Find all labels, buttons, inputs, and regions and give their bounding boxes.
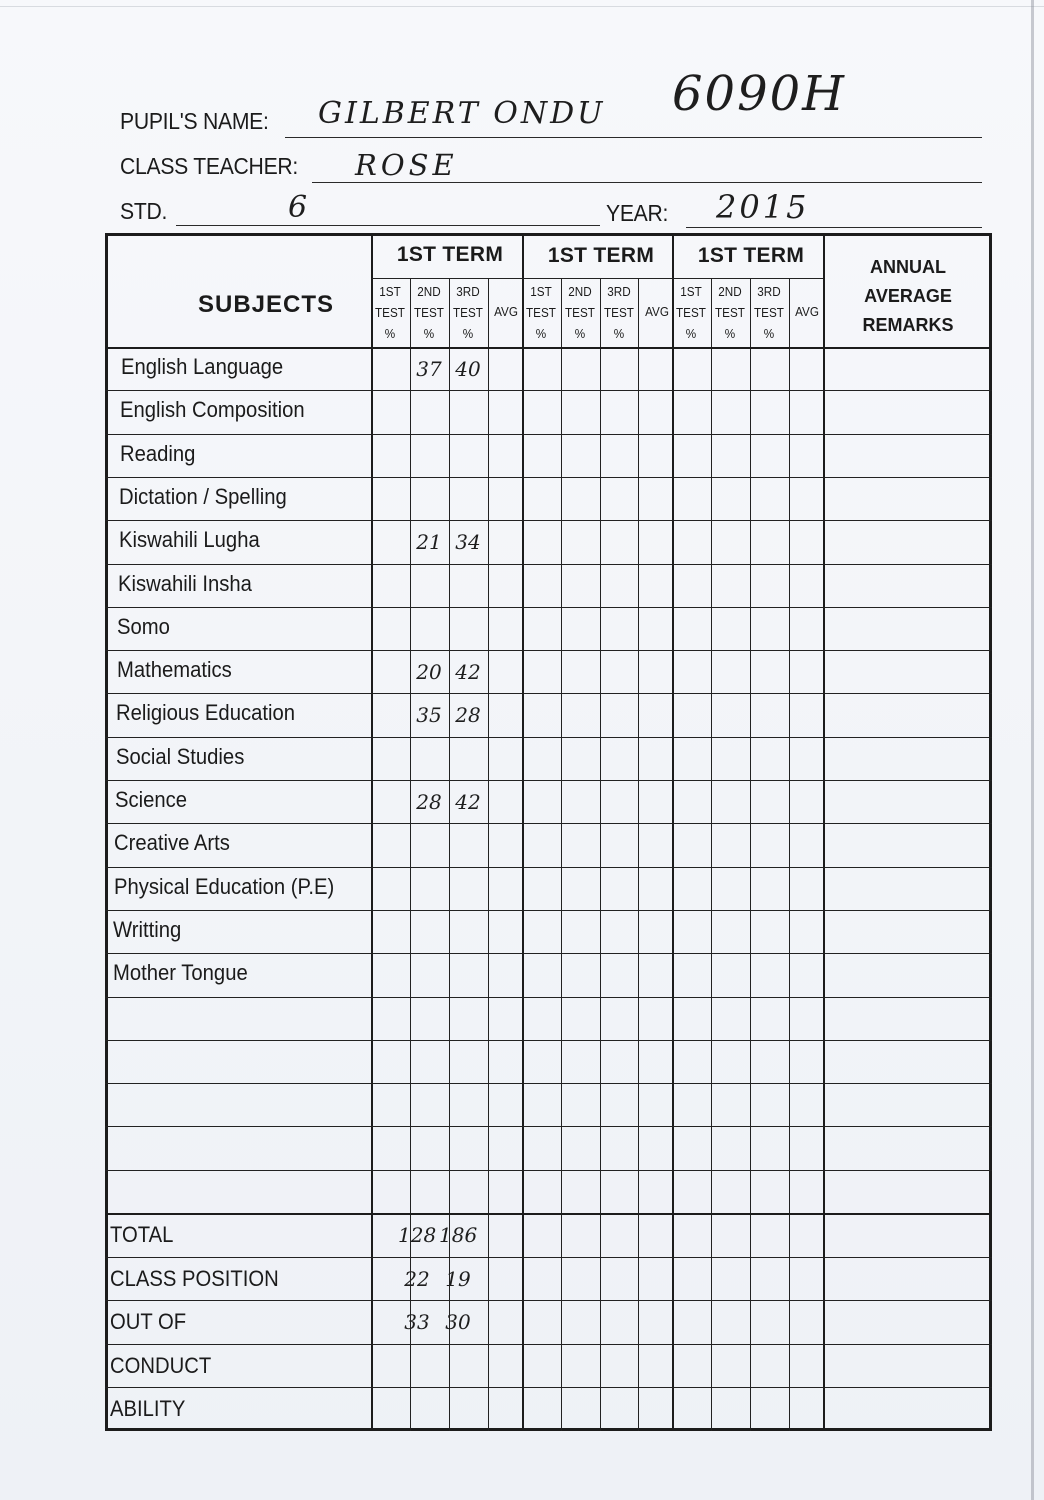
second-test-footer-value: 33 [404,1310,430,1335]
column-divider [750,278,751,1431]
subject-name: Science [115,787,188,812]
second-test-score: 20 [416,660,442,685]
third-test-score: 34 [455,530,481,555]
row-divider [105,823,992,824]
subjects-header: SUBJECTS [198,291,335,318]
page-right-edge [1031,0,1034,1500]
annual-line: ANNUAL [870,257,946,277]
test-header-text: TEST [414,305,444,320]
test-header-text: % [384,326,396,341]
term-1-avg-header: AVG [494,304,518,319]
pupil-name-label: PUPIL'S NAME: [120,108,269,134]
term-1-test-1-header [373,281,407,344]
subject-name: Physical Education (P.E) [113,873,335,899]
pupil-name-value: GILBERT ONDU [318,96,606,131]
term-2-header: 1ST TERM [547,244,655,267]
third-test-footer-value: 19 [445,1266,471,1291]
test-header-text: 1ST [680,284,702,299]
column-divider [638,278,639,1431]
year-label: YEAR: [606,200,669,226]
test-header-text: 3RD [607,284,631,299]
row-divider [105,1170,992,1171]
column-divider [789,278,790,1431]
subject-name: Mathematics [116,657,232,683]
column-divider-major [823,233,825,1431]
term-3-test-3-header [752,281,786,344]
average-line: AVERAGE [864,286,952,306]
term-3-test-1-header [674,281,708,344]
row-divider [105,867,992,868]
footer-row-divider [105,1300,992,1301]
footer-label: TOTAL [110,1222,174,1247]
column-divider-major [522,233,524,1431]
test-header-text: % [685,326,697,341]
class-teacher-label: CLASS TEACHER: [120,153,299,179]
footer-row-divider [105,1257,992,1258]
subject-name: Social Studies [115,743,244,769]
row-divider [105,693,992,694]
test-header-text: 3RD [757,284,781,299]
term-3-avg-header: AVG [795,304,819,319]
test-header-text: 1ST [530,284,552,299]
third-test-score: 42 [455,660,481,685]
test-header-text: TEST [375,305,405,320]
test-header-text: % [423,326,435,341]
subject-name: English Composition [120,397,305,423]
footer-top-divider [105,1213,992,1215]
third-test-score: 40 [455,357,481,381]
term-3-test-2-header [713,281,747,344]
test-header-text: % [613,326,625,341]
pupil-number-value: 6090H [672,66,847,122]
test-header-text: TEST [676,305,706,320]
std-line [176,225,600,226]
footer-label: CLASS POSITION [110,1265,279,1291]
second-test-score: 35 [416,703,442,728]
second-test-score: 21 [416,530,442,555]
row-divider [105,780,992,781]
test-header-text: 2ND [568,284,592,299]
row-divider [105,650,992,651]
term-3-header: 1ST TERM [697,244,805,267]
column-divider [488,278,489,1431]
test-header-text: 2ND [417,284,441,299]
footer-label: CONDUCT [110,1352,212,1378]
subject-name: Writting [113,916,182,942]
column-divider [561,278,562,1431]
test-header-text: 1ST [379,284,401,299]
class-teacher-line [312,182,982,183]
footer-label: ABILITY [110,1396,186,1422]
subject-name: Kiswahili Insha [118,570,252,596]
term-2-test-3-header [602,281,636,344]
column-divider [449,278,450,1431]
term-2-avg-header: AVG [645,304,669,319]
second-test-score: 37 [416,357,442,381]
pupil-name-line [285,137,982,138]
row-divider [105,1083,992,1084]
column-divider [410,278,411,1431]
year-value: 2015 [716,188,810,226]
std-value: 6 [288,190,308,225]
subject-name: Mother Tongue [112,960,248,986]
test-header-text: TEST [453,305,483,320]
row-divider [105,390,992,391]
test-header-text: TEST [565,305,595,320]
test-header-text: 2ND [718,284,742,299]
row-divider [105,520,992,521]
row-divider [105,910,992,911]
row-divider [105,1126,992,1127]
third-test-score: 28 [455,703,481,728]
term-1-header: 1ST TERM [396,243,504,266]
row-divider [105,997,992,998]
footer-label: OUT OF [110,1309,187,1335]
subject-name: Religious Education [116,700,296,726]
test-header-text: TEST [715,305,745,320]
test-header-text: % [763,326,775,341]
row-divider [105,1040,992,1041]
column-divider-major [371,233,373,1431]
third-test-footer-value: 30 [445,1310,471,1335]
test-header-text: % [724,326,736,341]
subject-name: Kiswahili Lugha [118,527,260,553]
test-header-text: 3RD [456,284,480,299]
term-2-test-1-header [524,281,558,344]
test-header-text: TEST [754,305,784,320]
row-divider [105,564,992,565]
second-test-footer-value: 128 [398,1223,437,1247]
row-divider [105,477,992,478]
second-test-footer-value: 22 [404,1266,430,1291]
column-divider [711,278,712,1431]
subject-name: Somo [117,613,171,639]
term-header-divider [371,278,823,279]
subject-name: English Language [121,354,284,379]
footer-row-divider [105,1344,992,1345]
column-divider-major [672,233,674,1431]
test-header-text: TEST [604,305,634,320]
test-header-text: % [462,326,474,341]
third-test-footer-value: 186 [439,1223,478,1247]
subject-name: Dictation / Spelling [119,483,287,509]
second-test-score: 28 [416,790,442,814]
row-divider [105,607,992,608]
header-bottom-divider [105,347,992,349]
term-2-test-2-header [563,281,597,344]
third-test-score: 42 [455,790,481,814]
subject-name: Reading [119,440,196,466]
std-label: STD. [120,198,168,224]
test-header-text: % [574,326,586,341]
column-divider [600,278,601,1431]
row-divider [105,737,992,738]
term-1-test-3-header [451,281,485,344]
year-line [686,227,982,228]
page-top-edge [0,6,1044,7]
class-teacher-value: ROSE [355,148,458,182]
test-header-text: % [535,326,547,341]
subject-name: Creative Arts [114,830,231,856]
term-1-test-2-header [412,281,446,344]
remarks-line: REMARKS [862,315,954,335]
row-divider [105,953,992,954]
test-header-text: TEST [526,305,556,320]
footer-row-divider [105,1387,992,1388]
annual-average-header [828,253,988,340]
row-divider [105,434,992,435]
